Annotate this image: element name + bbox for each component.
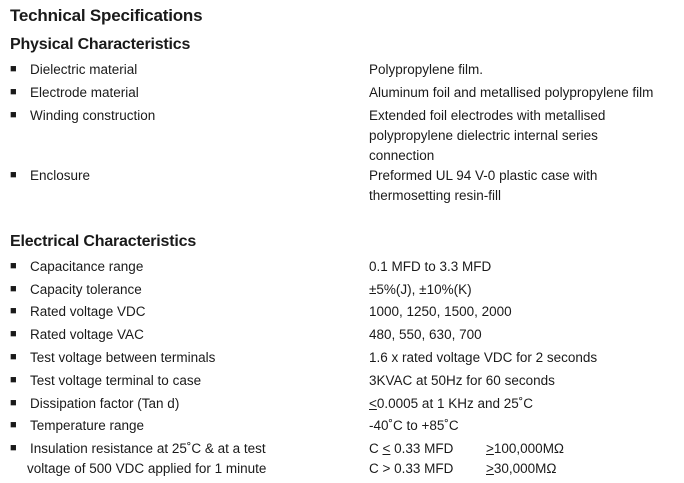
- spec-value: -40˚C to +85˚C: [369, 418, 459, 433]
- bullet-icon: ■: [10, 86, 17, 98]
- condition-text: 0.33 MFD: [390, 441, 454, 456]
- resistance-value: [486, 461, 557, 476]
- insulation-condition-row: [369, 439, 679, 459]
- condition-text: C > 0.33 MFD: [369, 461, 454, 476]
- spec-value: [369, 166, 679, 206]
- spec-label-line: Insulation resistance at 25˚C & at a test: [30, 441, 266, 456]
- spec-label: Electrode material: [30, 85, 139, 100]
- spec-label: Enclosure: [30, 168, 91, 183]
- spec-label: Dielectric material: [30, 62, 138, 77]
- spec-label: Temperature range: [30, 418, 145, 433]
- less-equal-symbol: <: [382, 441, 391, 456]
- spec-value: 1000, 1250, 1500, 2000: [369, 304, 512, 319]
- resistance-text: 100,000MΩ: [493, 441, 565, 456]
- spec-label: Test voltage between terminals: [30, 350, 216, 365]
- bullet-icon: ■: [10, 63, 17, 75]
- bullet-icon: ■: [10, 374, 17, 386]
- spec-value-line: Extended foil electrodes with metallised: [369, 108, 606, 123]
- bullet-icon: ■: [10, 260, 17, 272]
- capacitance-condition: [369, 459, 486, 479]
- spec-value: [369, 394, 679, 414]
- insulation-condition-row: [369, 459, 679, 479]
- capacitance-condition: [369, 439, 486, 459]
- spec-value: [369, 439, 679, 479]
- spec-value-line: Preformed UL 94 V-0 plastic case with: [369, 168, 598, 183]
- bullet-icon: ■: [10, 109, 17, 121]
- bullet-icon: ■: [10, 397, 17, 409]
- greater-equal-symbol: >: [486, 461, 494, 476]
- spec-value: Polypropylene film.: [369, 62, 484, 77]
- spec-label: Rated voltage VAC: [30, 327, 144, 342]
- spec-label: Dissipation factor (Tan d): [30, 396, 180, 411]
- spec-label: Capacitance range: [30, 259, 144, 274]
- resistance-value: [486, 441, 564, 456]
- spec-label: Rated voltage VDC: [30, 304, 146, 319]
- spec-value: 0.1 MFD to 3.3 MFD: [369, 259, 492, 274]
- spec-value: Aluminum foil and metallised polypropylene film: [369, 85, 654, 100]
- greater-equal-symbol: >: [486, 441, 494, 456]
- bullet-icon: ■: [10, 283, 17, 295]
- spec-label: Capacity tolerance: [30, 282, 142, 297]
- spec-label: [27, 439, 350, 479]
- bullet-icon: ■: [10, 442, 17, 454]
- spec-value-line: polypropylene dielectric internal series: [369, 128, 598, 143]
- spec-value-text: 0.0005 at 1 KHz and 25˚C: [376, 396, 533, 411]
- bullet-icon: ■: [10, 351, 17, 363]
- condition-text: C: [369, 441, 383, 456]
- spec-value-line: thermosetting resin-fill: [369, 188, 502, 203]
- bullet-icon: ■: [10, 305, 17, 317]
- bullet-icon: ■: [10, 419, 17, 431]
- electrical-heading: Electrical Characteristics: [10, 233, 197, 250]
- spec-value: 3KVAC at 50Hz for 60 seconds: [369, 373, 555, 388]
- spec-label-line: voltage of 500 VDC applied for 1 minute: [27, 461, 267, 476]
- bullet-icon: ■: [10, 169, 17, 181]
- physical-heading: Physical Characteristics: [10, 36, 191, 53]
- spec-value: ±5%(J), ±10%(K): [369, 282, 472, 297]
- spec-label: Winding construction: [30, 108, 156, 123]
- spec-value: 1.6 x rated voltage VDC for 2 seconds: [369, 350, 598, 365]
- spec-value: 480, 550, 630, 700: [369, 327, 482, 342]
- bullet-icon: ■: [10, 328, 17, 340]
- spec-label: Test voltage terminal to case: [30, 373, 202, 388]
- page-title: Technical Specifications: [10, 6, 203, 25]
- less-equal-symbol: <: [369, 396, 377, 411]
- spec-value-line: connection: [369, 148, 435, 163]
- spec-value: [369, 106, 679, 166]
- resistance-text: 30,000MΩ: [493, 461, 557, 476]
